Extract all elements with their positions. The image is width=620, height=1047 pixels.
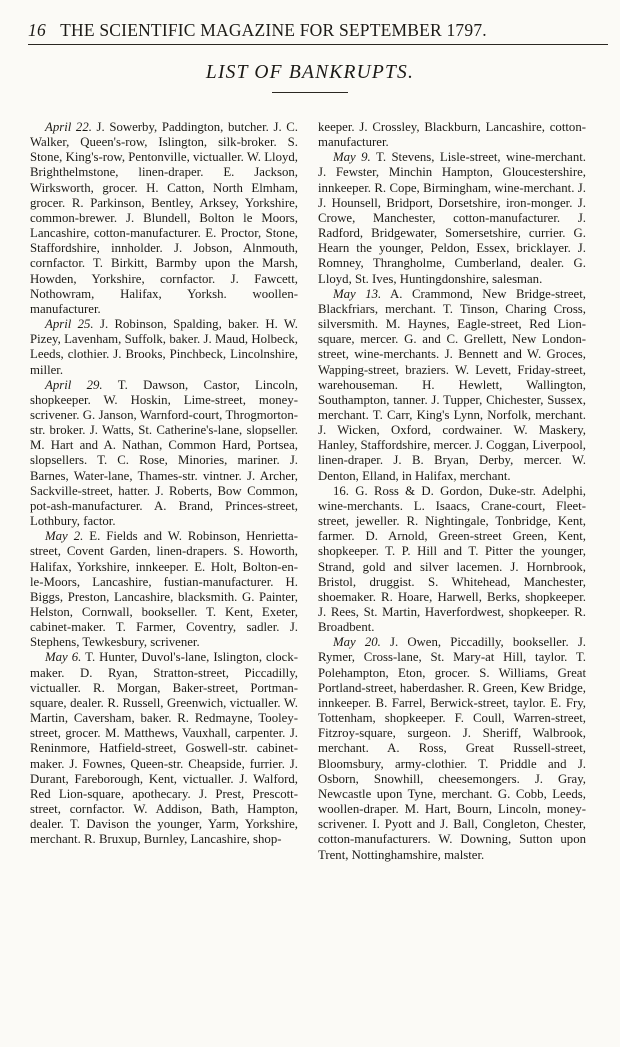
right-column [318, 120, 586, 863]
bankrupt-entry [30, 317, 298, 378]
entry-date: May 9. [333, 150, 371, 165]
entry-date: May 2. [45, 529, 84, 544]
entry-date: May 13. [333, 286, 382, 301]
entry-date: April 22. [45, 120, 92, 134]
entry-date: May 20. [333, 635, 381, 650]
bankrupt-entry [30, 120, 298, 317]
bankrupt-entry [318, 150, 586, 286]
entry-text: J. Robinson, Spalding, baker. H. W. Pizey, Lavenham, Suffolk, baker. J. Maud, Holbeck, Leeds, clothier. J. Brooks, Pinchbeck, Lincolnshire, miller. [30, 317, 298, 377]
bankrupt-entry [318, 635, 586, 862]
bankrupt-entry [318, 287, 586, 484]
entry-text: A. Crammond, New Bridge-street, Blackfriars, merchant. T. Tinson, Charing Cross, silversmith. M. Haynes, Eagle-street, Red Lion-square, mercer. G. and C. Grellett, New London-street, wine-merchants. J. Bennett and W. Groces, Wapping-street, braziers. W. Levett, Friday-street, warehouseman. H. Hewlett, Wallington, Southampton, tanner. J. Tupper, Chichester, Sussex, merchant. T. Carr, King's Lynn, Norfolk, merchant. J. Wicken, Oxford, cordwainer. W. Maskery, Hanley, Staffordshire, mercer. J. Coggan, Liverpool, linen-draper. J. B. Bryan, Derby, mercer. W. Denton, Elland, in Halifax, merchant. [318, 286, 586, 483]
entry-text: T. Dawson, Castor, Lincoln, shopkeeper. W. Hoskin, Lime-street, money-scrivener. G. Janson, Warnford-court, Throgmorton-str. broker. J. Watts, St. Catherine's-lane, slopseller. M. Hart and A. Nathan, Common Hard, Portsea, slopsellers. T. C. Rose, Minories, mariner. J. Barnes, Water-lane, Thames-str. vintner. J. Archer, Sackville-street, hatter. J. Roberts, Bow Common, pot-ash-manufacturer. A. Brand, Princes-street, Lothbury, factor. [30, 377, 298, 529]
bankrupt-entry [30, 378, 298, 530]
page-number: 16 [28, 20, 46, 40]
entry-text: keeper. J. Crossley, Blackburn, Lancashire, cotton-manufacturer. [318, 120, 586, 150]
entry-text: J. Owen, Piccadilly, bookseller. J. Rymer, Cross-lane, St. Mary-at Hill, taylor. T. Polehampton, Eton, grocer. S. Williams, Great Portland-street, haberdasher. R. Green, Kew Bridge, innkeeper. B. Farrel, Berwick-street, taylor. E. Fry, Tottenham, shopkeeper. F. Coull, Warren-street, Fitzroy-square, surgeon. J. Sheriff, Walbrook, merchant. A. Ross, Great Russell-street, Bloomsbury, army-clothier. T. Priddle and J. Osborn, Snowhill, cheesemongers. J. Gray, Newcastle upon Tyne, merchant. G. Cobb, Leeds, woollen-draper. M. Hart, Bourn, Lincoln, money-scrivener. I. Pyott and J. Ball, Congleton, Chester, cotton-manufacturers. W. Downing, Sutton upon Trent, Nottinghamshire, malster. [318, 635, 586, 862]
entry-date: May 6. [45, 650, 82, 665]
bankrupt-entry [30, 529, 298, 650]
entry-text: T. Hunter, Duvol's-lane, Islington, clock-maker. D. Ryan, Stratton-street, Piccadilly, victualler. R. Morgan, Baker-street, Portman-square, dealer. R. Russell, Greenwich, victualler. W. Martin, Caversham, baker. R. Redmayne, Tooley-street, grocer. M. Matthews, Vauxhall, carpenter. J. Reninmore, Hatfield-street, Goswell-str. cabinet-maker. J. Fownes, Queen-str. Cheapside, furrier. J. Durant, Fareborough, Kent, victualler. J. Walford, Red Lion-square, apothecary. J. Prest, Prescott-street, cornfactor. W. Addison, Bath, Hampton, dealer. T. Davison the younger, Yarm, Yorkshire, merchant. R. Bruxup, Burnley, Lancashire, shop- [30, 650, 299, 847]
entry-text: T. Stevens, Lisle-street, wine-merchant. J. Fewster, Minchin Hampton, Gloucestershire, innkeeper. R. Cope, Birmingham, wine-merchant. J. J. Hounsell, Bridport, Dorsetshire, iron-monger. J. Crowe, Manchester, cotton-manufacturer. J. Radford, Bridgewater, Somersetshire, currier. G. Hearn the younger, Peldon, Essex, bricklayer. J. Romney, Thrangholme, Cumberland, dealer. G. Lloyd, St. Ives, Huntingdonshire, salesman. [318, 150, 586, 286]
section-title: LIST OF BANKRUPTS. [205, 62, 415, 83]
bankrupt-entry [318, 120, 586, 150]
left-column [30, 120, 298, 848]
entry-text: E. Fields and W. Robinson, Henrietta-street, Covent Garden, linen-drapers. S. Howorth, Halifax, Yorkshire, innkeeper. E. Holt, Bolton-en-le-Moors, Lancashire, fustian-manufacturer. H. Biggs, Preston, Lancashire, blacksmith. G. Painter, Helston, Cornwall, bookseller. T. Kent, Exeter, cabinet-maker. T. Farmer, Coventry, sadler. J. Stephens, Tewkesbury, scrivener. [30, 529, 298, 650]
header-rule [28, 44, 608, 45]
running-title: THE SCIENTIFIC MAGAZINE FOR SEPTEMBER 1797. [60, 20, 487, 40]
entry-date: April 29. [45, 377, 103, 392]
bankrupt-entry [318, 484, 586, 636]
entry-text: 16. G. Ross & D. Gordon, Duke-str. Adelphi, wine-merchants. L. Isaacs, Crane-court, Fleet-street, jeweller. R. Nightingale, Tonbridge, Kent, farmer. D. Arnold, Green-street Green, Kent, shopkeeper. T. P. Hill and T. Pitter the younger, Strand, gold and silver lacemen. J. Hornbrook, Bristol, druggist. S. Whitehead, Manchester, shoemaker. R. Hoare, Harwell, Berks, shopkeeper. J. Rees, St. Martin, Haverfordwest, shopkeeper. R. Broadbent. [318, 483, 586, 635]
title-rule [272, 92, 348, 93]
entry-date: April 25. [45, 317, 94, 332]
entry-text: J. Sowerby, Paddington, butcher. J. C. Walker, Queen's-row, Islington, silk-broker. S. Stone, King's-row, Pentonville, victualler. W. Lloyd, Brighthelmstone, linen-draper. E. Jackson, Wirksworth, grocer. H. Catton, North Elmham, grocer. R. Parkinson, Bentley, Arksey, Yorkshire, common-brewer. J. Blundell, Bolton le Moors, Lancashire, cotton-manufacturer. E. Proctor, Stone, Staffordshire, innholder. J. Jobson, Alnmouth, cornfactor. T. Birkitt, Barmby upon the Marsh, Howden, Yorkshire, cornfactor. J. Fawcett, Nothowram, Halifax, Yorksh. woollen-manufacturer. [30, 120, 298, 316]
running-head [28, 20, 608, 41]
bankrupt-entry [30, 650, 298, 847]
